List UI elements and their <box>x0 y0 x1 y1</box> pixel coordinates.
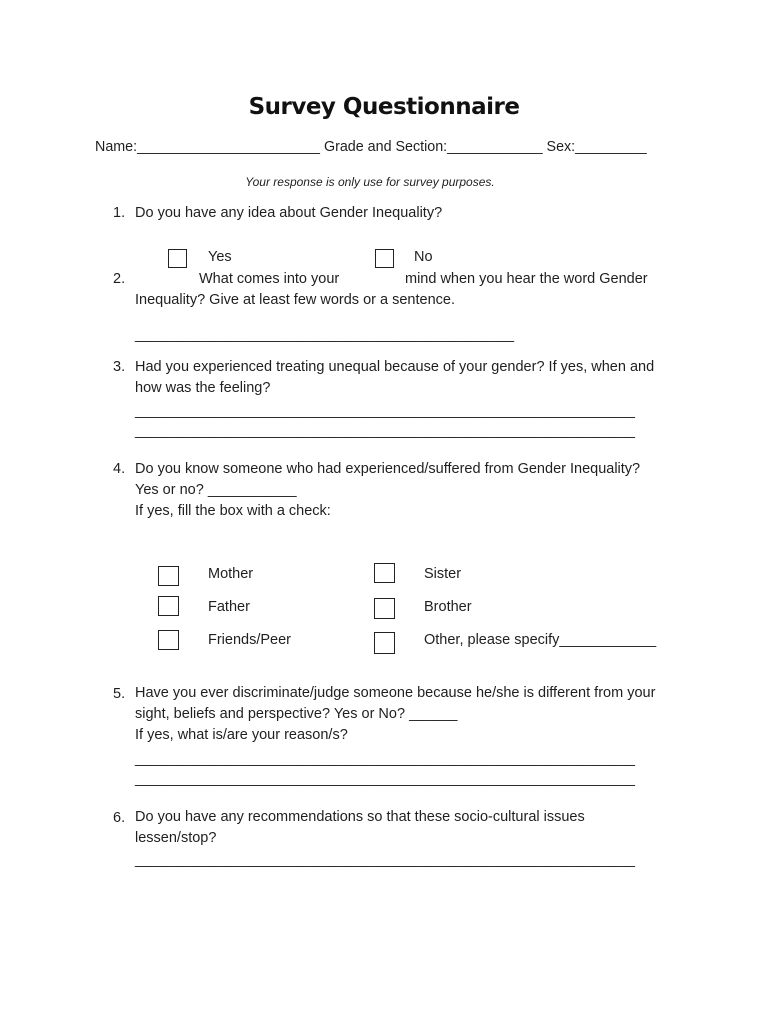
q5-line2[interactable]: sight, beliefs and perspective? Yes or No? ______ <box>135 706 458 722</box>
page-title: Survey Questionnaire <box>248 94 520 120</box>
q4-line2[interactable]: Yes or no? ___________ <box>135 482 297 498</box>
q5-number: 5. <box>113 686 126 702</box>
q6-number: 6. <box>113 810 126 826</box>
q4-brother-checkbox[interactable] <box>374 598 395 619</box>
q4-sister-checkbox[interactable] <box>374 563 395 583</box>
q3-number: 3. <box>113 359 126 375</box>
q1-text: Do you have any idea about Gender Inequality? <box>135 205 443 221</box>
q4-mother-label: Mother <box>208 566 254 582</box>
q2-line1-b: mind when you hear the word Gender <box>405 271 648 287</box>
q4-other-checkbox[interactable] <box>374 632 395 654</box>
header-fields[interactable]: Name:_______________________ Grade and Section:____________ Sex:_________ <box>95 139 647 155</box>
q6-line2: lessen/stop? <box>135 830 217 846</box>
q3-line1: Had you experienced treating unequal because of your gender? If yes, when and <box>135 359 655 375</box>
q4-line1: Do you know someone who had experienced/suffered from Gender Inequality? <box>135 461 641 477</box>
q4-brother-label: Brother <box>424 599 472 615</box>
q2-answer-line[interactable]: _______________________________________________ <box>135 327 515 343</box>
q5-answer-line-1[interactable]: ______________________________________________________________ <box>135 751 635 767</box>
q3-answer-line-2[interactable]: ______________________________________________________________ <box>135 423 635 439</box>
q4-mother-checkbox[interactable] <box>158 566 179 586</box>
q2-line2: Inequality? Give at least few words or a sentence. <box>135 292 455 308</box>
q1-no-label: No <box>414 249 433 265</box>
q1-no-checkbox[interactable] <box>375 249 394 268</box>
q5-line3: If yes, what is/are your reason/s? <box>135 727 348 743</box>
q2-line1-a: What comes into your <box>199 271 340 287</box>
q4-sister-label: Sister <box>424 566 462 582</box>
q1-number: 1. <box>113 205 126 221</box>
q4-number: 4. <box>113 461 126 477</box>
q4-father-checkbox[interactable] <box>158 596 179 616</box>
q1-yes-checkbox[interactable] <box>168 249 187 268</box>
q5-line1: Have you ever discriminate/judge someone because he/she is different from your <box>135 685 656 701</box>
q2-number: 2. <box>113 271 126 287</box>
q4-other-label[interactable]: Other, please specify____________ <box>424 632 657 648</box>
q1-yes-label: Yes <box>208 249 232 265</box>
q3-line2: how was the feeling? <box>135 380 271 396</box>
q6-line1: Do you have any recommendations so that these socio-cultural issues <box>135 809 585 825</box>
q4-friends-label: Friends/Peer <box>208 632 292 648</box>
q4-father-label: Father <box>208 599 250 615</box>
survey-note: Your response is only use for survey purposes. <box>245 175 495 189</box>
q6-answer-line[interactable]: ______________________________________________________________ <box>135 852 635 868</box>
q5-answer-line-2[interactable]: ______________________________________________________________ <box>135 771 635 787</box>
q4-line3: If yes, fill the box with a check: <box>135 503 331 519</box>
q3-answer-line-1[interactable]: ______________________________________________________________ <box>135 403 635 419</box>
q4-friends-checkbox[interactable] <box>158 630 179 650</box>
